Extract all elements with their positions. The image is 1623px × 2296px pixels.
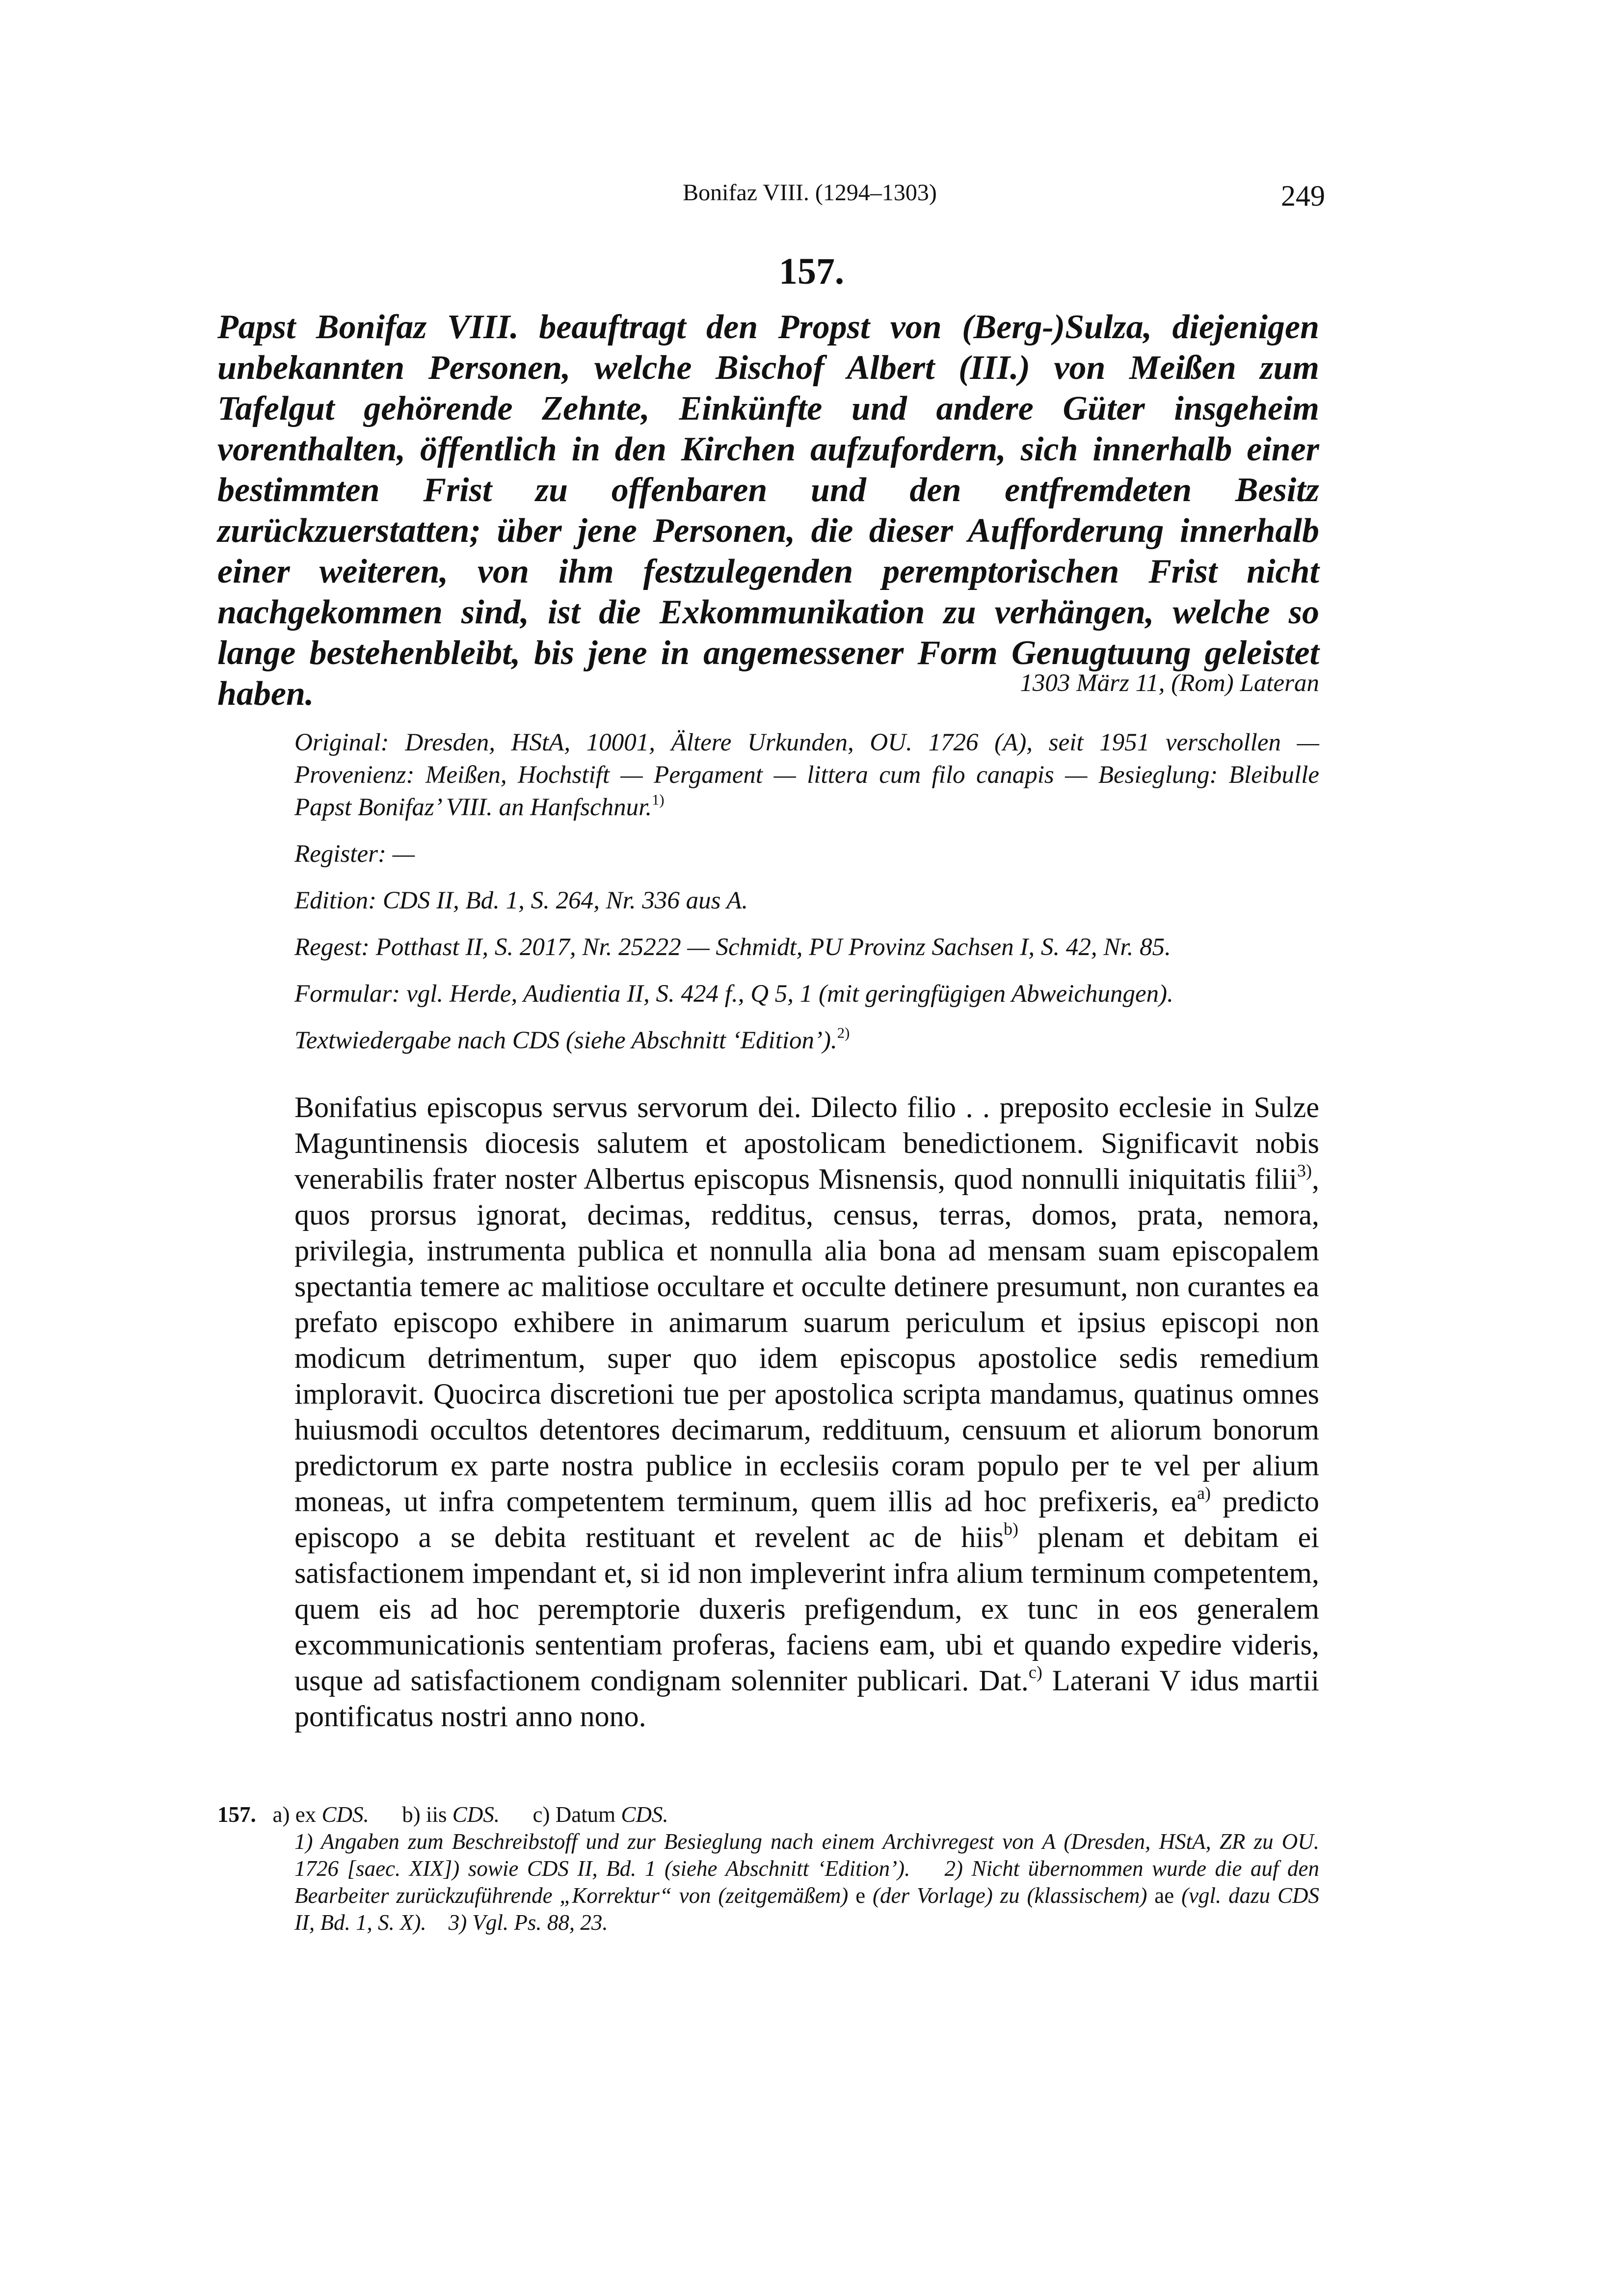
heading-text: Papst Bonifaz VIII. beauftragt den Propst von (Berg-)Sulza, diejenigen unbekannten Personen, welche Bischof Albert (III.) von Meißen zum Tafelgut gehörende Zehnte, Einkünfte und andere Güter insgeheim vorenthalten, öffentlich in den Kirchen aufzufordern, sich innerhalb einer bestimmten Frist zu offenbaren und den entfremdeten Besitz zurückzuerstatten; über jene Personen, die dieser Aufforderung innerhalb einer weiteren, von ihm festzulegenden peremptorischen Frist nicht nachgekommen sind, ist die Exkommunikation zu verhängen, welche so lange bestehenbleibt, bis jene in angemessener Form Genugtuung geleistet haben.: [217, 308, 1319, 713]
document-number: 157.: [779, 251, 844, 292]
footnote-document-number: 157.: [217, 1802, 256, 1827]
document-body: [294, 1090, 1319, 1735]
body-text-part-4: plenam et debitam ei satisfactionem impendant et, si id non impleverint infra alium terminum competentem, quem eis ad hoc peremptorie duxeris prefigendum, ex tunc in eos generalem excommunicationis sententiam proferas, faciens eam, ubi et quando expedire videris, usque ad satisfactionem condignam solenniter publicari. Dat.: [294, 1521, 1319, 1697]
body-paragraph: [294, 1090, 1319, 1735]
footnote-2-part-1: 2) Nicht übernommen wurde die auf den Bearbeiter zurückzuführende „Korrektur“ von (zeitgemäßem): [294, 1856, 1320, 1908]
apparatus-textwiedergabe-text: Textwiedergabe nach CDS (siehe Abschnitt ‘Edition’).: [294, 1027, 837, 1054]
footnote-1: 1) Angaben zum Beschreibstoff und zur Besieglung nach einem Archivregest von A (Dresden, HStA, ZR zu OU. 1726 [saec. XIX]) sowie CDS II, Bd. 1 (siehe Abschnitt ‘Edition’).: [294, 1829, 1319, 1881]
footnote-2-e: e: [855, 1883, 866, 1908]
footnote-b-label: b) iis: [402, 1802, 447, 1827]
body-text-part-2: , quos prorsus ignorat, decimas, redditus, census, terras, domos, prata, nemora, privilegia, instrumenta publica et nonnulla alia bona ad mensam suam episcopalem spectantia temere ac malitiose occultare et occulte detinere presumunt, non curantes ea prefato episcopo exhibere in animarum suarum periculum et ipsius episcopi non modicum detrimentum, super quo idem episcopus apostolice sedis remedium imploravit. Quocirca discretioni tue per apostolica scripta mandamus, quatinus omnes huiusmodi occultos detentores decimarum, reddituum, censuum et aliorum bonorum predictorum ex parte nostra publice in ecclesiis coram populo per te vel per alium moneas, ut infra competentem terminum, quem illis ad hoc prefixeris, ea: [294, 1163, 1319, 1518]
footnote-c-source: CDS.: [621, 1802, 668, 1827]
apparatus-edition: Edition: CDS II, Bd. 1, S. 264, Nr. 336 aus A.: [294, 887, 748, 914]
document-date: 1303 März 11, (Rom) Lateran: [1020, 669, 1319, 697]
footnote-2-part-2: (der Vorlage) zu (klassischem): [873, 1883, 1147, 1908]
running-title: Bonifaz VIII. (1294–1303): [683, 180, 937, 206]
body-text-part-5: Laterani V idus martii pontificatus nostri anno nono.: [294, 1664, 1320, 1733]
body-text-part-1: Bonifatius episcopus servus servorum dei. Dilecto filio . . preposito ecclesie in Sulze Maguntinensis diocesis salutem et apostolicam benedictionem. Significavit nobis venerabilis frater noster Albertus episcopus Misnensis, quod nonnulli iniquitatis filii: [294, 1091, 1319, 1195]
apparatus-original: [294, 726, 1319, 824]
footnote-ref-a: a): [1197, 1483, 1211, 1503]
footnote-a-source: CDS.: [321, 1802, 369, 1827]
footnote-ref-c: c): [1028, 1662, 1042, 1682]
footnote-2-part-3: (vgl. dazu CDS II, Bd. 1, S. X).: [294, 1883, 1319, 1935]
footnote-c-label: c) Datum: [532, 1802, 616, 1827]
footnote-b-source: CDS.: [452, 1802, 500, 1827]
apparatus-formular: Formular: vgl. Herde, Audientia II, S. 424 f., Q 5, 1 (mit geringfügigen Abweichungen).: [294, 980, 1173, 1008]
page-number: 249: [1281, 180, 1325, 212]
footnote-2-ae: ae: [1154, 1883, 1174, 1908]
footnote-a-label: a) ex: [272, 1802, 317, 1827]
footnote-line-letters: [217, 1801, 1319, 1828]
apparatus-register: Register: —: [294, 840, 415, 868]
footnote-3: 3) Vgl. Ps. 88, 23.: [448, 1910, 608, 1935]
footnote-line-numbered: [217, 1828, 1319, 1936]
document-heading: [217, 307, 1319, 714]
body-text-part-3: predicto episcopo a se debita restituant et revelent ac de hiis: [294, 1485, 1319, 1553]
running-head: [294, 179, 1325, 218]
apparatus-regest: Regest: Potthast II, S. 2017, Nr. 25222 — Schmidt, PU Provinz Sachsen I, S. 42, Nr. 85.: [294, 934, 1171, 961]
footnote-ref-b: b): [1004, 1519, 1018, 1539]
apparatus-textwiedergabe: [294, 1024, 1319, 1057]
footnote-ref-3: 3): [1297, 1160, 1312, 1180]
critical-apparatus: [294, 726, 1319, 1071]
footnotes: [217, 1801, 1319, 1936]
apparatus-original-text: Original: Dresden, HStA, 10001, Ältere Urkunden, OU. 1726 (A), seit 1951 verschollen — Provenienz: Meißen, Hochstift — Pergament — littera cum filo canapis — Besieglung: Bleibulle Papst Bonifaz’ VIII. an Hanfschnur.: [294, 729, 1319, 821]
footnote-ref-2: 2): [837, 1024, 850, 1041]
footnote-ref-1: 1): [652, 791, 665, 808]
